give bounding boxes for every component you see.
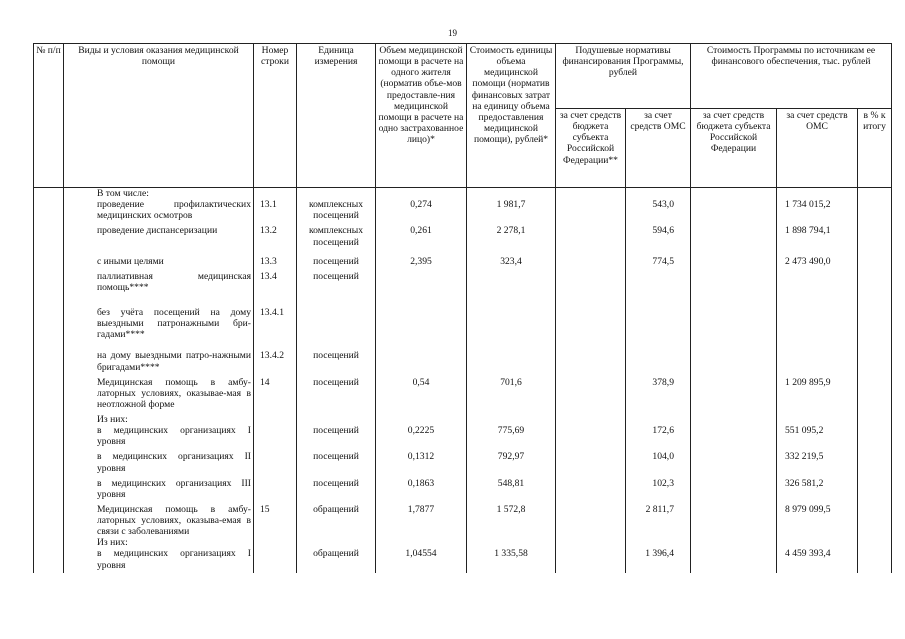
header-per-capita-budget: за счет средств бюджета субъекта Российской Федерации** (556, 109, 626, 188)
cell-row-number (254, 548, 297, 572)
cell-unit: посещений (297, 271, 376, 307)
cell-program-budget (691, 451, 777, 477)
table-row (34, 414, 892, 425)
cell-unit: посещений (297, 478, 376, 504)
cell-per-capita-oms: 543,0 (626, 199, 691, 225)
cell-unit-cost: 323,4 (467, 256, 556, 271)
cell-unit: посещений (297, 425, 376, 451)
cell-num (34, 537, 64, 548)
cell-per-capita-budget (556, 256, 626, 271)
header-program-budget: за счет средств бюджета субъекта Российской Федерации (691, 109, 777, 188)
header-num: № п/п (34, 44, 64, 188)
table-row (34, 256, 892, 271)
cell-program-budget (691, 425, 777, 451)
cell-care-type: паллиативная медицинская помощь**** (64, 271, 254, 307)
cell-per-capita-oms: 1 396,4 (626, 548, 691, 572)
cell-num (34, 271, 64, 307)
cell-volume (376, 188, 467, 200)
cell-per-capita-budget (556, 377, 626, 414)
cell-program-budget (691, 478, 777, 504)
cell-care-type: Из них: (64, 414, 254, 425)
cell-per-capita-oms (626, 271, 691, 307)
cell-unit-cost (467, 307, 556, 350)
cell-program-oms: 326 581,2 (777, 478, 858, 504)
cell-unit-cost: 792,97 (467, 451, 556, 477)
table-row (34, 188, 892, 200)
cell-program-budget (691, 377, 777, 414)
cell-unit-cost (467, 537, 556, 548)
cell-unit-cost: 1 335,58 (467, 548, 556, 572)
header-volume: Объем медицинской помощи в расчете на одного жителя (норматив объе-мов предоставле-ния медицинской помощи в расчете на одно застрахованное лицо)* (376, 44, 467, 188)
cell-per-capita-budget (556, 451, 626, 477)
cell-per-capita-budget (556, 307, 626, 350)
cell-program-pct (858, 548, 892, 572)
cell-program-pct (858, 307, 892, 350)
cell-per-capita-budget (556, 537, 626, 548)
cell-program-oms (777, 188, 858, 200)
cell-per-capita-oms: 774,5 (626, 256, 691, 271)
table-row (34, 350, 892, 376)
cell-care-type: в медицинских организациях II уровня (64, 451, 254, 477)
cell-program-budget (691, 199, 777, 225)
cell-program-pct (858, 425, 892, 451)
cell-program-budget (691, 225, 777, 255)
cell-unit-cost (467, 350, 556, 376)
cell-row-number: 14 (254, 377, 297, 414)
cell-program-oms: 1 734 015,2 (777, 199, 858, 225)
cell-num (34, 478, 64, 504)
cell-program-budget (691, 414, 777, 425)
cell-per-capita-oms: 594,6 (626, 225, 691, 255)
cell-row-number (254, 188, 297, 200)
table-row (34, 548, 892, 572)
cell-row-number (254, 414, 297, 425)
cell-per-capita-oms: 104,0 (626, 451, 691, 477)
cell-program-oms: 2 473 490,0 (777, 256, 858, 271)
cell-num (34, 425, 64, 451)
cell-program-pct (858, 225, 892, 255)
cell-num (34, 548, 64, 572)
cell-program-oms: 1 209 895,9 (777, 377, 858, 414)
cell-unit-cost: 548,81 (467, 478, 556, 504)
cell-program-oms (777, 414, 858, 425)
cell-unit: обращений (297, 504, 376, 537)
header-per-capita: Подушевые нормативы финансирования Программы, рублей (556, 44, 691, 109)
cell-unit (297, 307, 376, 350)
cell-volume (376, 307, 467, 350)
header-row-number: Номер строки (254, 44, 297, 188)
cell-program-oms (777, 307, 858, 350)
cell-program-oms (777, 271, 858, 307)
cell-num (34, 451, 64, 477)
cell-unit-cost: 775,69 (467, 425, 556, 451)
cell-per-capita-oms: 378,9 (626, 377, 691, 414)
cell-per-capita-budget (556, 478, 626, 504)
header-unit: Единица измерения (297, 44, 376, 188)
financing-table (33, 43, 892, 573)
cell-program-oms: 551 095,2 (777, 425, 858, 451)
cell-num (34, 199, 64, 225)
cell-care-type: в медицинских организациях I уровня (64, 425, 254, 451)
cell-program-budget (691, 188, 777, 200)
cell-program-budget (691, 307, 777, 350)
table-row (34, 504, 892, 537)
cell-row-number: 13.4 (254, 271, 297, 307)
cell-row-number (254, 425, 297, 451)
cell-per-capita-budget (556, 425, 626, 451)
cell-per-capita-oms: 102,3 (626, 478, 691, 504)
cell-program-pct (858, 350, 892, 376)
cell-volume: 0,261 (376, 225, 467, 255)
cell-care-type: на дому выездными патро-нажными бригадами**** (64, 350, 254, 376)
table-row (34, 271, 892, 307)
cell-unit: комплексных посещений (297, 199, 376, 225)
cell-unit-cost: 1 572,8 (467, 504, 556, 537)
cell-row-number: 13.4.1 (254, 307, 297, 350)
cell-program-budget (691, 271, 777, 307)
cell-volume: 0,274 (376, 199, 467, 225)
cell-num (34, 377, 64, 414)
cell-program-pct (858, 377, 892, 414)
cell-program-budget (691, 548, 777, 572)
cell-unit (297, 414, 376, 425)
cell-unit: посещений (297, 256, 376, 271)
cell-row-number (254, 537, 297, 548)
cell-volume (376, 271, 467, 307)
cell-program-budget (691, 504, 777, 537)
cell-program-budget (691, 350, 777, 376)
cell-row-number: 13.3 (254, 256, 297, 271)
cell-per-capita-oms (626, 188, 691, 200)
cell-unit: посещений (297, 451, 376, 477)
table-row (34, 377, 892, 414)
cell-per-capita-budget (556, 225, 626, 255)
cell-per-capita-budget (556, 188, 626, 200)
table-row (34, 425, 892, 451)
cell-care-type: с иными целями (64, 256, 254, 271)
table-body (34, 188, 892, 573)
cell-row-number: 13.2 (254, 225, 297, 255)
cell-num (34, 188, 64, 200)
cell-num (34, 307, 64, 350)
cell-unit-cost (467, 271, 556, 307)
cell-program-oms: 332 219,5 (777, 451, 858, 477)
cell-unit (297, 537, 376, 548)
table-row (34, 451, 892, 477)
cell-program-pct (858, 537, 892, 548)
cell-program-budget (691, 256, 777, 271)
cell-care-type: Из них: (64, 537, 254, 548)
cell-unit: комплексных посещений (297, 225, 376, 255)
cell-volume (376, 414, 467, 425)
cell-care-type: в медицинских организациях I уровня (64, 548, 254, 572)
cell-per-capita-oms (626, 307, 691, 350)
table-header (34, 44, 892, 188)
header-unit-cost: Стоимость единицы объема медицинской помощи (норматив финансовых затрат на единицу объема предоставления медицинской помощи), рублей* (467, 44, 556, 188)
cell-volume: 0,2225 (376, 425, 467, 451)
cell-per-capita-oms: 2 811,7 (626, 504, 691, 537)
header-program-cost: Стоимость Программы по источникам ее финансового обеспечения, тыс. рублей (691, 44, 892, 109)
cell-program-budget (691, 537, 777, 548)
cell-volume (376, 537, 467, 548)
cell-program-oms: 8 979 099,5 (777, 504, 858, 537)
cell-unit-cost: 2 278,1 (467, 225, 556, 255)
cell-volume: 0,1863 (376, 478, 467, 504)
cell-volume: 1,7877 (376, 504, 467, 537)
cell-care-type: Медицинская помощь в амбу-латорных условиях, оказыва-емая в связи с заболеваниями (64, 504, 254, 537)
cell-row-number: 13.1 (254, 199, 297, 225)
cell-care-type: в медицинских организациях III уровня (64, 478, 254, 504)
cell-per-capita-oms (626, 537, 691, 548)
cell-row-number: 15 (254, 504, 297, 537)
cell-per-capita-budget (556, 199, 626, 225)
cell-per-capita-oms (626, 350, 691, 376)
header-per-capita-oms: за счет средств ОМС (626, 109, 691, 188)
cell-program-pct (858, 504, 892, 537)
cell-program-oms (777, 350, 858, 376)
cell-per-capita-oms (626, 414, 691, 425)
cell-program-oms (777, 537, 858, 548)
cell-volume (376, 350, 467, 376)
cell-per-capita-budget (556, 271, 626, 307)
header-care-type: Виды и условия оказания медицинской помощи (64, 44, 254, 188)
cell-volume: 2,395 (376, 256, 467, 271)
cell-per-capita-budget (556, 504, 626, 537)
cell-care-type: проведение профилактических медицинских осмотров (64, 199, 254, 225)
cell-per-capita-budget (556, 548, 626, 572)
cell-volume: 0,1312 (376, 451, 467, 477)
table-row (34, 199, 892, 225)
cell-unit: посещений (297, 377, 376, 414)
cell-program-pct (858, 256, 892, 271)
cell-program-pct (858, 414, 892, 425)
cell-care-type: без учёта посещений на дому выездными патронажными бри-гадами**** (64, 307, 254, 350)
cell-program-oms: 1 898 794,1 (777, 225, 858, 255)
cell-per-capita-oms: 172,6 (626, 425, 691, 451)
page-number: 19 (448, 28, 457, 38)
cell-volume: 1,04554 (376, 548, 467, 572)
cell-care-type: Медицинская помощь в амбу-латорных условиях, оказывае-мая в неотложной форме (64, 377, 254, 414)
header-program-pct: в % к итогу (858, 109, 892, 188)
cell-row-number: 13.4.2 (254, 350, 297, 376)
cell-num (34, 225, 64, 255)
cell-unit (297, 188, 376, 200)
cell-program-pct (858, 271, 892, 307)
cell-care-type: проведение диспансеризации (64, 225, 254, 255)
cell-program-pct (858, 199, 892, 225)
cell-unit-cost: 701,6 (467, 377, 556, 414)
header-program-oms: за счет средств ОМС (777, 109, 858, 188)
cell-per-capita-budget (556, 350, 626, 376)
cell-unit: обращений (297, 548, 376, 572)
table-row (34, 307, 892, 350)
table-row (34, 537, 892, 548)
cell-volume: 0,54 (376, 377, 467, 414)
cell-care-type: В том числе: (64, 188, 254, 200)
table-row (34, 478, 892, 504)
cell-program-pct (858, 188, 892, 200)
cell-unit-cost (467, 188, 556, 200)
cell-program-pct (858, 451, 892, 477)
cell-num (34, 504, 64, 537)
cell-program-oms: 4 459 393,4 (777, 548, 858, 572)
cell-program-pct (858, 478, 892, 504)
cell-num (34, 256, 64, 271)
cell-per-capita-budget (556, 414, 626, 425)
cell-row-number (254, 478, 297, 504)
cell-unit: посещений (297, 350, 376, 376)
cell-num (34, 350, 64, 376)
cell-unit-cost: 1 981,7 (467, 199, 556, 225)
cell-num (34, 414, 64, 425)
cell-row-number (254, 451, 297, 477)
table-row (34, 225, 892, 255)
cell-unit-cost (467, 414, 556, 425)
